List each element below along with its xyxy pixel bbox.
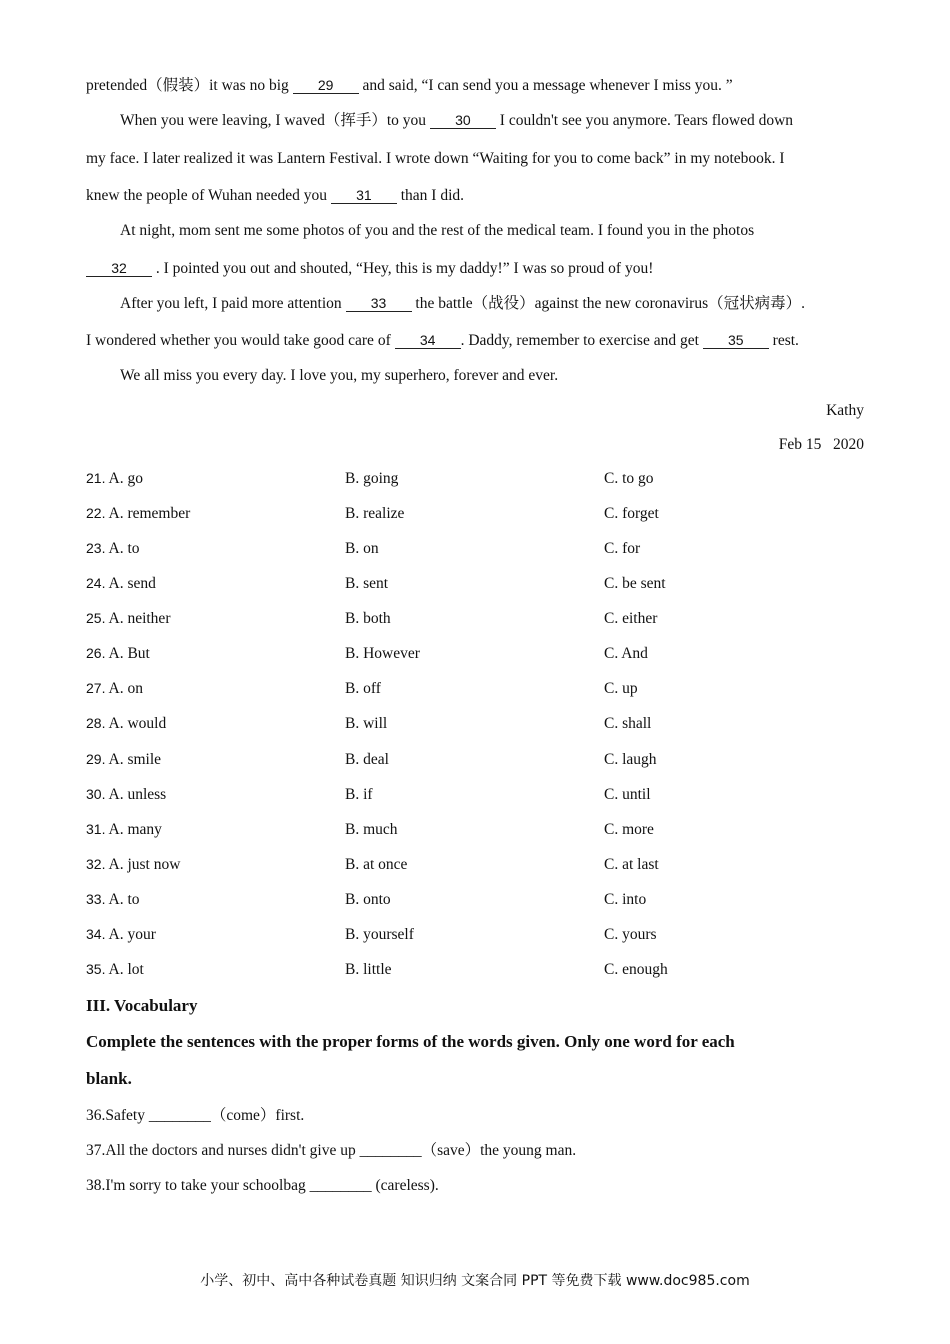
option-b: B. if <box>345 786 373 803</box>
option-b: B. at once <box>345 856 408 873</box>
option-row <box>86 470 866 490</box>
option-c: C. And <box>604 645 648 662</box>
option-c: C. until <box>604 786 651 803</box>
passage-line-2: When you were leaving, I waved（挥手）to you 30 I couldn't see you anymore. Tears flowed down <box>120 112 794 129</box>
option-row <box>86 575 866 595</box>
option-a-text: A. send <box>108 575 156 592</box>
option-a-text: A. lot <box>108 961 144 978</box>
blank-32: 32 <box>86 260 152 277</box>
option-c: C. forget <box>604 505 659 522</box>
option-b: B. little <box>345 961 392 978</box>
option-row <box>86 926 866 946</box>
option-row <box>86 505 866 525</box>
option-a-text: A. remember <box>108 505 191 522</box>
passage-line-4: knew the people of Wuhan needed you 31 than I did. <box>86 187 465 204</box>
option-a <box>86 610 170 628</box>
question-number: 22. <box>86 505 106 521</box>
option-row <box>86 961 866 981</box>
option-a <box>86 540 140 558</box>
passage-line-6: 32 . I pointed you out and shouted, “Hey, this is my daddy!” I was so proud of you! <box>86 259 866 279</box>
option-a-text: A. smile <box>108 751 162 768</box>
option-row <box>86 751 866 771</box>
option-b: B. yourself <box>345 926 414 943</box>
option-b: B. both <box>345 610 391 627</box>
option-a <box>86 715 166 733</box>
option-b: B. much <box>345 821 398 838</box>
question-number: 33. <box>86 891 106 907</box>
option-a <box>86 821 162 839</box>
option-b: B. sent <box>345 575 389 592</box>
passage-line-3: my face. I later realized it was Lantern Festival. I wrote down “Waiting for you to come back” in my notebook. I <box>86 150 785 167</box>
option-a <box>86 645 150 663</box>
question-38: 38.I'm sorry to take your schoolbag ________ (careless). <box>86 1177 439 1194</box>
option-row <box>86 786 866 806</box>
option-row <box>86 610 866 630</box>
question-number: 28. <box>86 715 106 731</box>
question-number: 25. <box>86 610 106 626</box>
blank-35: 35 <box>703 332 769 349</box>
option-a-text: A. on <box>108 680 143 697</box>
blank-34: 34 <box>395 332 461 349</box>
option-c: C. shall <box>604 715 652 732</box>
option-a-text: A. your <box>108 926 156 943</box>
option-c: C. laugh <box>604 751 657 768</box>
option-a-text: A. unless <box>108 786 167 803</box>
option-row <box>86 856 866 876</box>
blank-33: 33 <box>346 295 412 312</box>
blank-30: 30 <box>430 112 496 129</box>
instruction-line-2: blank. <box>86 1069 132 1088</box>
option-row <box>86 680 866 700</box>
option-a <box>86 786 166 804</box>
option-c: C. to go <box>604 470 654 487</box>
option-b: B. off <box>345 680 381 697</box>
question-37: 37.All the doctors and nurses didn't give up ________（save）the young man. <box>86 1142 577 1159</box>
section-heading: III. Vocabulary <box>86 996 198 1015</box>
option-c: C. more <box>604 821 654 838</box>
option-a-text: A. to <box>108 540 140 557</box>
option-a <box>86 891 140 909</box>
page-footer: 小学、初中、高中各种试卷真题 知识归纳 文案合同 PPT 等免费下载 www.doc985.com <box>200 1273 750 1289</box>
option-a-text: A. But <box>108 645 150 662</box>
question-number: 34. <box>86 926 106 942</box>
question-number: 35. <box>86 961 106 977</box>
option-a <box>86 505 190 523</box>
question-number: 30. <box>86 786 106 802</box>
option-b: B. However <box>345 645 420 662</box>
option-a <box>86 680 143 698</box>
option-a <box>86 751 161 769</box>
instruction-line-1: Complete the sentences with the proper forms of the words given. Only one word for each <box>86 1032 735 1051</box>
question-number: 21. <box>86 470 106 486</box>
question-number: 31. <box>86 821 106 837</box>
question-36: 36.Safety ________（come）first. <box>86 1107 305 1124</box>
passage-line-1: pretended（假装）it was no big 29 and said, “I can send you a message whenever I miss you. ” <box>86 77 733 94</box>
option-a-text: A. just now <box>108 856 181 873</box>
question-number: 26. <box>86 645 106 661</box>
option-c: C. for <box>604 540 641 557</box>
option-b: B. will <box>345 715 388 732</box>
option-a <box>86 575 156 593</box>
option-a-text: A. neither <box>108 610 171 627</box>
option-b: B. realize <box>345 505 405 522</box>
option-row <box>86 891 866 911</box>
option-a-text: A. go <box>108 470 143 487</box>
option-c: C. be sent <box>604 575 666 592</box>
passage-line-7: After you left, I paid more attention 33 the battle（战役）against the new coronavirus（冠状病毒）. <box>120 295 805 312</box>
letter-date: Feb 15 2020 <box>778 436 864 453</box>
option-c: C. either <box>604 610 658 627</box>
option-c: C. into <box>604 891 647 908</box>
option-a <box>86 961 144 979</box>
option-a-text: A. many <box>108 821 162 838</box>
option-a <box>86 856 180 874</box>
option-row <box>86 821 866 841</box>
option-a-text: A. to <box>108 891 140 908</box>
option-c: C. enough <box>604 961 668 978</box>
option-c: C. at last <box>604 856 659 873</box>
question-number: 29. <box>86 751 106 767</box>
passage-line-8: I wondered whether you would take good care of 34 . Daddy, remember to exercise and get 35 rest. <box>86 332 799 349</box>
option-row <box>86 645 866 665</box>
option-a <box>86 470 143 488</box>
question-number: 23. <box>86 540 106 556</box>
option-a-text: A. would <box>108 715 167 732</box>
question-number: 32. <box>86 856 106 872</box>
blank-29: 29 <box>293 77 359 94</box>
option-b: B. going <box>345 470 399 487</box>
option-a <box>86 926 156 944</box>
passage-line-5: At night, mom sent me some photos of you and the rest of the medical team. I found you in the photos <box>120 222 755 239</box>
option-row <box>86 540 866 560</box>
passage-line-9: We all miss you every day. I love you, my superhero, forever and ever. <box>120 367 559 384</box>
option-row <box>86 715 866 735</box>
option-b: B. deal <box>345 751 389 768</box>
question-number: 24. <box>86 575 106 591</box>
option-c: C. yours <box>604 926 657 943</box>
signature: Kathy <box>826 402 864 419</box>
option-c: C. up <box>604 680 638 697</box>
option-b: B. on <box>345 540 379 557</box>
option-b: B. onto <box>345 891 391 908</box>
blank-31: 31 <box>331 187 397 204</box>
question-number: 27. <box>86 680 106 696</box>
